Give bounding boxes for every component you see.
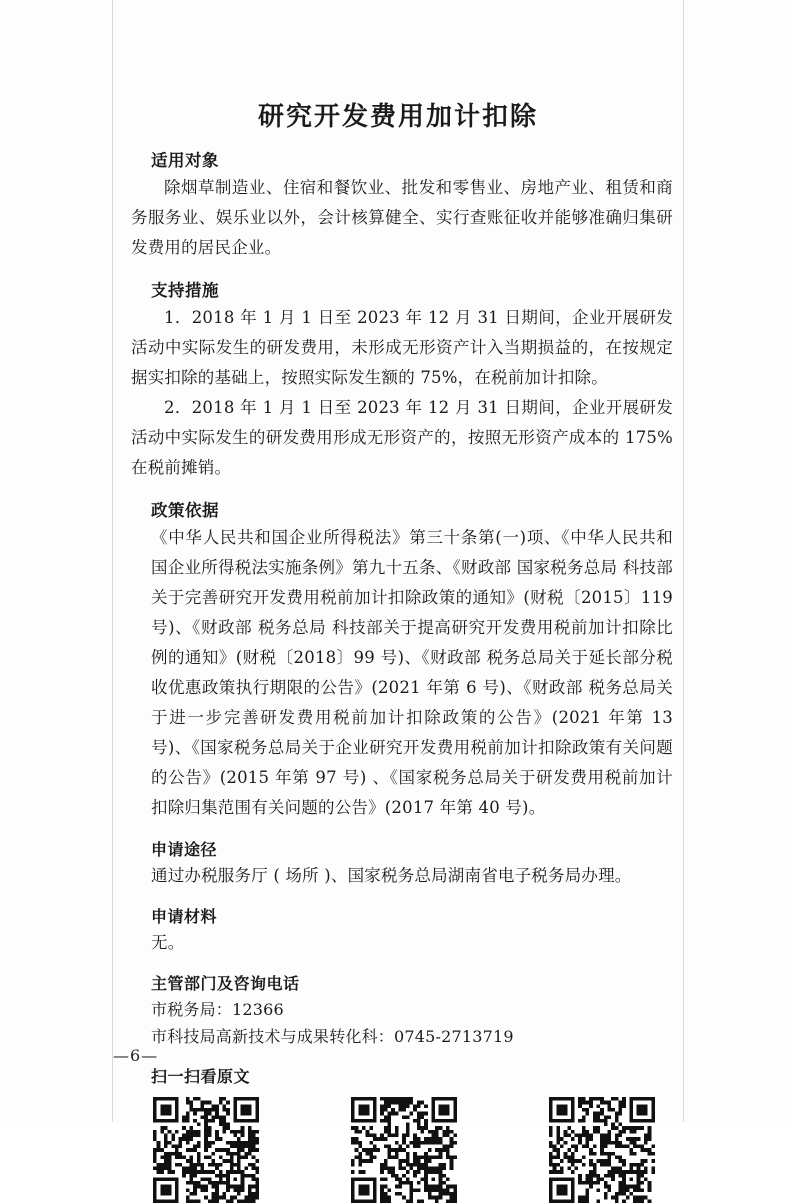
section-application-channel	[113, 837, 683, 890]
qr-code-3[interactable]	[549, 1097, 655, 1203]
section-paragraph: 通过办税服务厅 ( 场所 )、国家税务总局湖南省电子税务局办理。	[151, 866, 632, 885]
section-heading: 申请材料	[151, 907, 218, 926]
section-paragraph: 1．2018 年 1 月 1 日至 2023 年 12 月 31 日期间，企业开展研发活动中实际发生的研发费用，未形成无形资产计入当期损益的，在按规定据实扣除的基础上，按照实际发生额的 75%，在税前加计扣除。	[131, 308, 673, 387]
section-paragraph: 《中华人民共和国企业所得税法》第三十条第(一)项、《中华人民共和国企业所得税法实施条例》第九十五条、《财政部 国家税务总局 科技部关于完善研究开发费用税前加计扣除政策的通知》(财税〔2015〕119 号)、《财政部 税务总局 科技部关于提高研究开发费用税前加计扣除比例的通知》(财税〔2018〕99 号)、《财政部 税务总局关于延长部分税收优惠政策执行期限的公告》(2021 年第 6 号)、《财政部 税务总局关于进一步完善研发费用税前加计扣除政策的公告》(2021 年第 13 号)、《国家税务总局关于企业研究开发费用税前加计扣除政策有关问题的公告》(2015 年第 97 号) 、《国家税务总局关于研发费用税前加计扣除归集范围有关问题的公告》(2017 年第 40 号)。	[151, 528, 673, 817]
section-applicable-objects	[113, 147, 683, 263]
document-content	[113, 0, 683, 1122]
contact-line: 市税务局：12366	[151, 1000, 284, 1019]
section-contact	[113, 971, 683, 1050]
section-paragraph: 2．2018 年 1 月 1 日至 2023 年 12 月 31 日期间，企业开展研发活动中实际发生的研发费用形成无形资产的，按照无形资产成本的 175%在税前摊销。	[131, 398, 673, 477]
section-policy-basis	[113, 497, 683, 823]
contact-line: 市科技局高新技术与成果转化科：0745-2713719	[151, 1027, 514, 1046]
section-heading: 政策依据	[151, 501, 219, 520]
page-rule-right	[683, 0, 684, 1122]
qr-code-2[interactable]	[351, 1097, 457, 1203]
qr-code-1[interactable]	[153, 1097, 259, 1203]
section-paragraph: 无。	[151, 933, 185, 952]
section-application-materials	[113, 904, 683, 957]
page-title: 研究开发费用加计扣除	[257, 102, 538, 132]
page-number: —6—	[113, 1046, 159, 1065]
section-heading: 扫一扫看原文	[151, 1067, 251, 1086]
section-support-measures	[113, 277, 683, 483]
section-heading: 申请途径	[151, 840, 218, 859]
section-qr-codes	[113, 1064, 683, 1203]
section-heading: 适用对象	[151, 151, 219, 170]
section-heading: 支持措施	[151, 281, 219, 300]
qr-code-row	[113, 1097, 683, 1203]
section-paragraph: 除烟草制造业、住宿和餐饮业、批发和零售业、房地产业、租赁和商务服务业、娱乐业以外，会计核算健全、实行查账征收并能够准确归集研发费用的居民企业。	[131, 178, 673, 257]
section-heading: 主管部门及咨询电话	[151, 974, 300, 993]
